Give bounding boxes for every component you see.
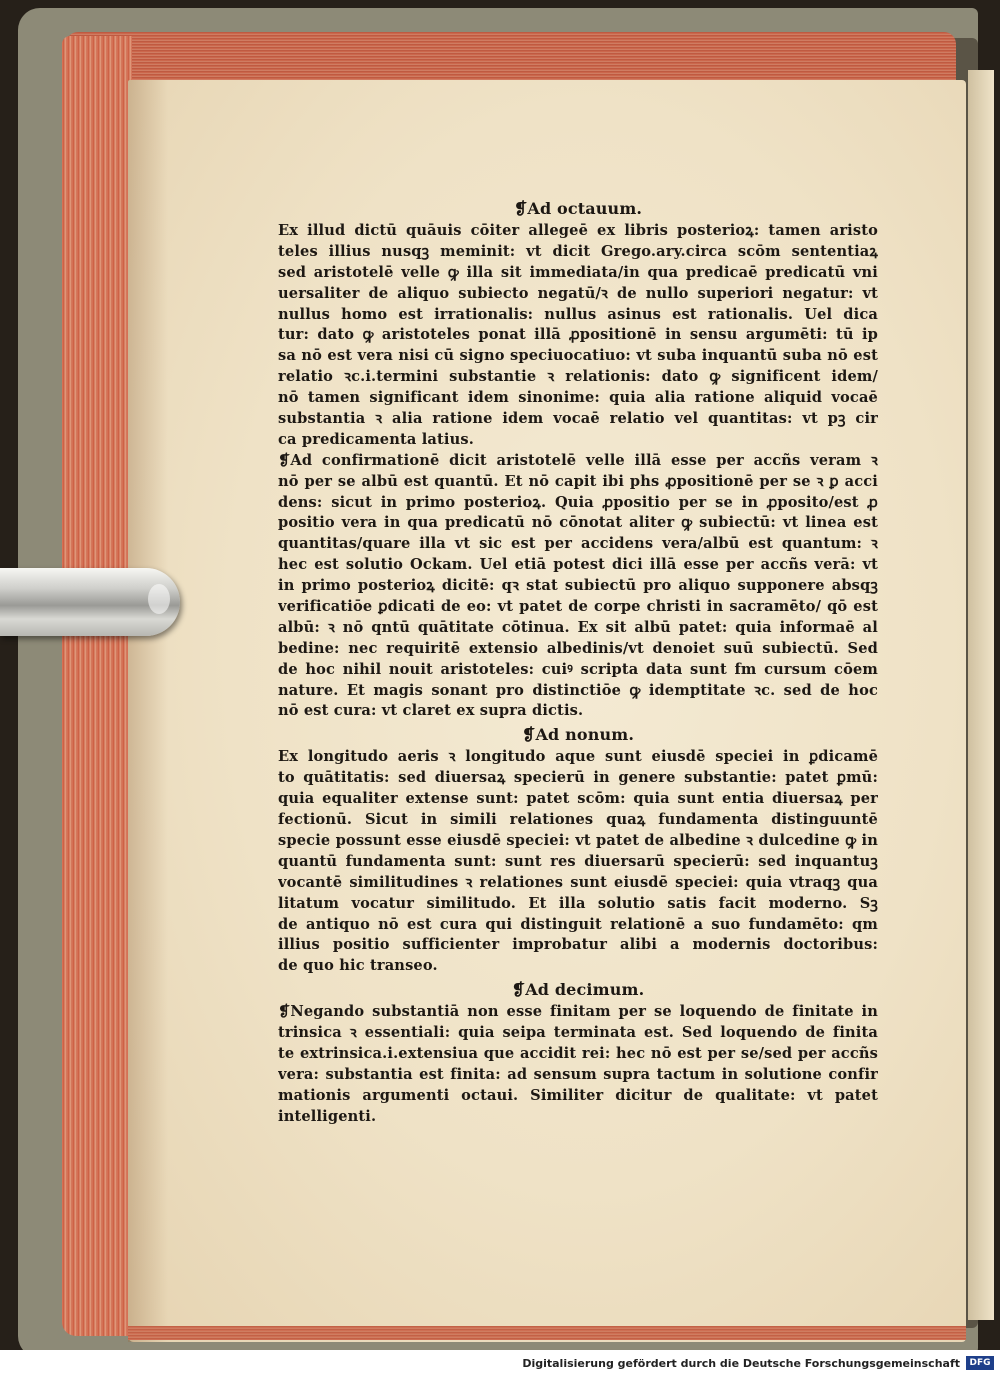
text-line: fectionū. Sicut in simili relationes quaꝝ fundamenta distinguuntē xyxy=(278,811,878,829)
text-line: Ex longitudo aeris ꝛ longitudo aque sunt eiusdē speciei in ꝑdicamē xyxy=(278,748,878,766)
section-heading: ❡Ad decimum. xyxy=(511,980,645,1000)
text-line: in primo posterioꝝ dicitē: qꝛ stat subiectū pro aliquo supponere absqꝫ xyxy=(278,577,878,595)
text-line: verificatiōe ꝑdicati de eo: vt patet de corpe christi in sacramēto/ qō est xyxy=(278,598,878,616)
text-line: specie possunt esse eiusdē speciei: vt patet de albedine ꝛ dulcedine ꝙ in xyxy=(278,831,878,849)
text-line: ❡Ad confirmationē dicit aristotelē velle illā esse per accñs veram ꝛ xyxy=(278,451,878,469)
text-line: nō tamen significant idem sinonime: quia alia ratione aliquid vocaē xyxy=(278,389,878,407)
dfg-logo: DFG xyxy=(966,1356,994,1370)
gutter-shadow xyxy=(128,80,168,1342)
text-line: nature. Et magis sonant pro distinctiōe ꝙ idemptitate ꝛc. sed de hoc xyxy=(278,681,878,699)
text-line: relatio ꝛc.i.termini substantie ꝛ relationis: dato ꝙ significent idem/ xyxy=(278,368,878,386)
page-edges-bottom xyxy=(128,1326,966,1340)
text-line: vocantē similitudines ꝛ relationes sunt eiusdē speciei: quia vtraqꝫ qua xyxy=(278,873,878,891)
footer-bar xyxy=(0,1350,1000,1377)
facing-page-edge xyxy=(968,70,994,1320)
text-line: tur: dato ꝙ aristoteles ponat illā ꝓpositionē in sensu argumēti: tū ip xyxy=(278,326,878,344)
text-line: teles illius nusqꝫ meminit: vt dicit Grego.ary.circa scōm sententiaꝝ xyxy=(278,242,878,260)
text-line: hec est solutio Ockam. Uel etiā potest dici illā esse per accñs verā: vt xyxy=(278,556,878,574)
text-line: Ex illud dictū quāuis cōiter allegeē ex libris posterioꝝ: tamen aristo xyxy=(278,222,878,239)
text-line: litatum vocatur similitudo. Et illa solutio satis facit moderno. Sꝫ xyxy=(278,894,878,912)
text-line: mationis argumenti octaui. Similiter dicitur de qualitate: vt patet xyxy=(278,1086,878,1104)
page-edges-top xyxy=(66,32,956,82)
page-holder-rod xyxy=(0,568,180,636)
text-line: nō est cura: vt claret ex supra dictis. xyxy=(278,702,584,720)
text-line: illius positio sufficienter improbatur alibi a modernis doctoribus: xyxy=(278,936,878,954)
text-line: quantū fundamenta sunt: sunt res diuersarū specierū: sed inquantuꝫ xyxy=(278,852,878,870)
section-heading: ❡Ad nonum. xyxy=(521,725,635,745)
text-line: ❡Negando substantiā non esse finitam per se loquendo de finitate in xyxy=(278,1003,878,1021)
text-line: positio vera in qua predicatū nō cōnotat aliter ꝙ subiectū: vt linea est xyxy=(278,514,878,532)
printed-text-block xyxy=(278,196,878,1128)
text-line: sed aristotelē velle ꝙ illa sit immediata/in qua predicaē predicatū vni xyxy=(278,263,878,281)
text-line: sa nō est vera nisi cū signo speciuocatiuo: vt suba inquantū suba nō est xyxy=(278,347,878,365)
text-line: vera: substantia est finita: ad sensum supra tactum in solutione confir xyxy=(278,1065,878,1083)
text-line: ca predicamenta latius. xyxy=(278,430,474,448)
text-line: albū: ꝛ nō qntū quātitate cōtinua. Ex sit albū patet: quia informaē al xyxy=(278,618,878,636)
text-line: dens: sicut in primo posterioꝝ. Quia ꝓpositio per se in ꝓposito/est ꝓ xyxy=(278,493,878,511)
text-line: to quātitatis: sed diuersaꝝ specierū in genere substantie: patet ꝑmū: xyxy=(278,769,878,787)
text-line: trinsica ꝛ essentiali: quia seipa terminata est. Sed loquendo de finita xyxy=(278,1024,878,1042)
text-line: intelligenti. xyxy=(278,1107,377,1125)
text-line: de antiquo nō est cura qui distinguit relationē a suo fundamēto: qm xyxy=(278,915,878,933)
text-line: substantia ꝛ alia ratione idem vocaē relatio vel quantitas: vt pꝫ cir xyxy=(278,410,878,428)
text-line: nullus homo est irrationalis: nullus asinus est rationalis. Uel dica xyxy=(278,305,878,323)
text-line: quantitas/quare illa vt sic est per accidens vera/albū est quantum: ꝛ xyxy=(278,535,878,553)
page-holder-rod-tip xyxy=(148,584,170,614)
text-line: de hoc nihil nouit aristoteles: cuiꝰ scripta data sunt fm cursum cōem xyxy=(278,660,878,678)
footer-credit: Digitalisierung gefördert durch die Deutsche Forschungsgemeinschaft xyxy=(522,1357,960,1370)
text-line: te extrinsica.i.extensiua que accidit rei: hec nō est per se/sed per accñs xyxy=(278,1044,878,1062)
text-line: uersaliter de aliquo subiecto negatū/ꝛ de nullo superiori negatur: vt xyxy=(278,284,878,302)
text-line: quia equaliter extense sunt: patet scōm: quia sunt entia diuersaꝝ per xyxy=(278,790,878,808)
text-line: bedine: nec requiritē extensio albedinis/vt denoiet suū subiectū. Sed xyxy=(278,639,878,657)
section-heading: ❡Ad octauum. xyxy=(513,199,643,218)
text-line: de quo hic transeo. xyxy=(278,957,438,975)
page-edges-left xyxy=(62,36,132,1336)
text-line: nō per se albū est quantū. Et nō capit ibi phs ꝓpositionē per se ꝛ ꝑ acci xyxy=(278,472,878,490)
